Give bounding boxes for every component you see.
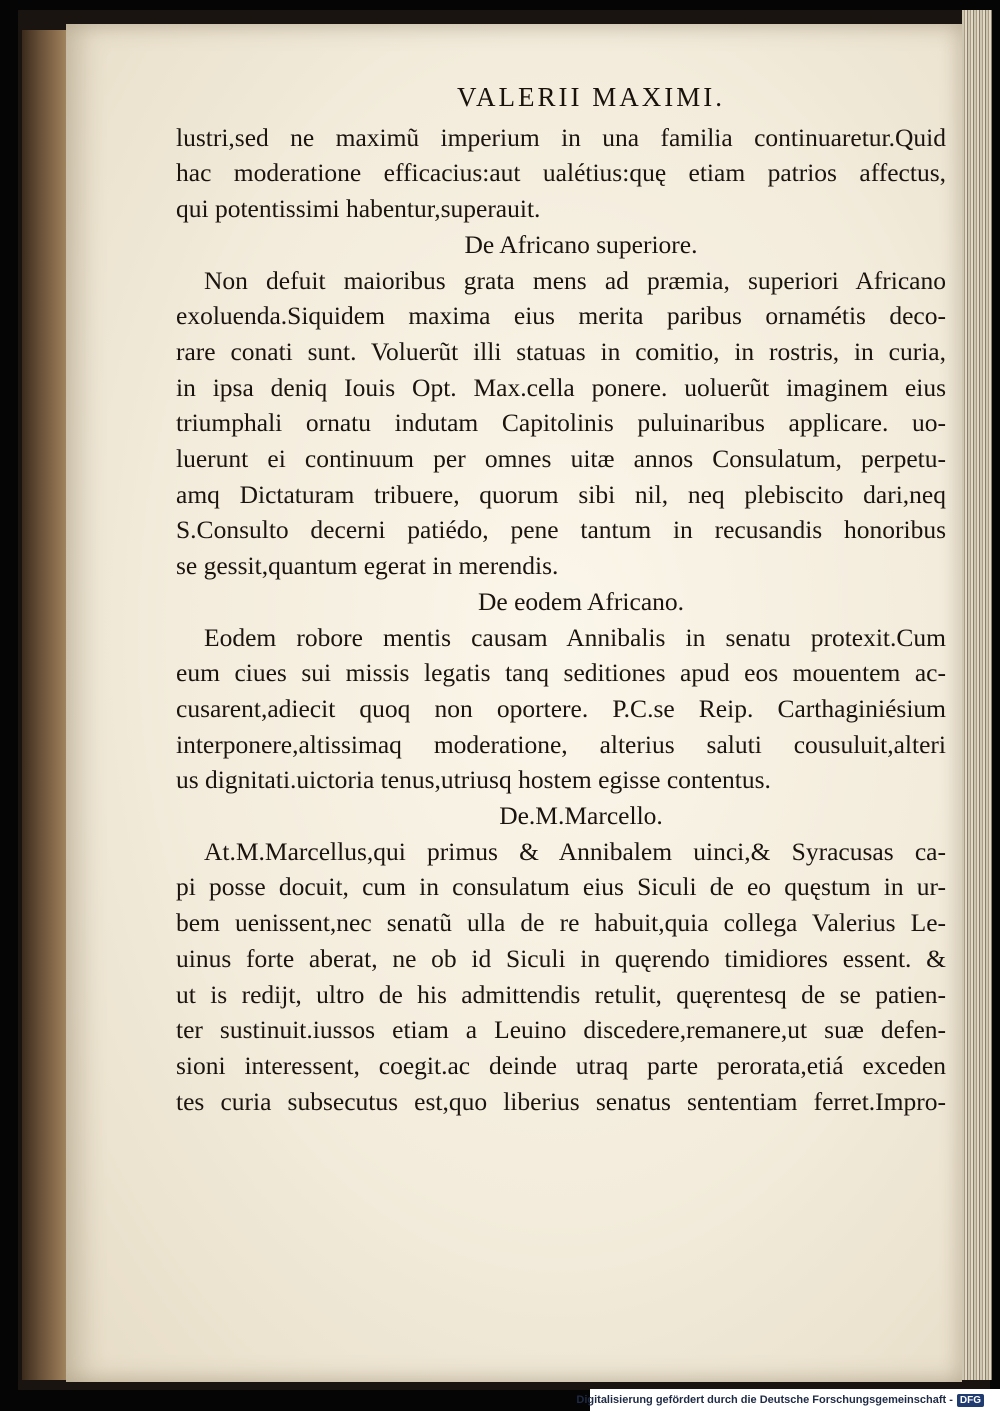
text-line: Eodem robore mentis causam Annibalis in senatu protexit.Cum	[204, 622, 946, 652]
section-title: De eodem Africano.	[477, 586, 685, 616]
section-title: De.M.Marcello.	[499, 801, 663, 831]
text-line: bem uenissent,nec senatũ ulla de re habuit,quia collega Valerius Le-	[176, 908, 946, 938]
text-line: luerunt ei continuum per omnes uitæ annos Consulatum, perpetu-	[176, 444, 946, 474]
text-line: pi posse docuit, cum in consulatum eius Siculi de eo quęstum in ur-	[176, 872, 946, 902]
text-line: hac moderatione efficacius:aut ualétius:quę etiam patrios affectus,	[176, 158, 946, 188]
page-text	[176, 80, 946, 1119]
text-line: ter sustinuit.iussos etiam a Leuino discedere,remanere,ut suæ defen-	[176, 1015, 946, 1045]
text-line: lustri,sed ne maximũ imperium in una familia continuaretur.Quid	[176, 122, 946, 152]
text-line: us dignitati.uictoria tenus,utriusq hostem egisse contentus.	[176, 765, 771, 795]
book-spine	[22, 30, 70, 1380]
footer-bar	[576, 1389, 1000, 1411]
text-line: cusarent,adiecit quoq non oportere. P.C.se Reip. Carthaginiésium	[176, 693, 946, 723]
text-line: sioni interessent, coegit.ac deinde utraq parte perorata,etiá exceden	[176, 1050, 946, 1080]
text-line: At.M.Marcellus,qui primus & Annibalem uinci,& Syracusas ca-	[204, 836, 946, 866]
text-line: uinus forte aberat, ne ob id Siculi in quęrendo timidiores essent. &	[176, 943, 946, 973]
text-line: triumphali ornatu indutam Capitolinis puluinaribus applicare. uo-	[176, 408, 946, 438]
text-line: amq Dictaturam tribuere, quorum sibi nil, neq plebiscito dari,neq	[176, 479, 946, 509]
text-line: ut is redijt, ultro de his admittendis retulit, quęrentesq de se patien-	[176, 979, 946, 1009]
text-line: eum ciues sui missis legatis tanq seditiones apud eos mouentem ac-	[176, 658, 946, 688]
page-edges	[962, 10, 992, 1380]
section-title: De Africano superiore.	[464, 229, 698, 259]
footer-credit: Digitalisierung gefördert durch die Deutsche Forschungsgemeinschaft -	[576, 1394, 953, 1406]
text-line: se gessit,quantum egerat in merendis.	[176, 551, 559, 581]
text-line: Non defuit maioribus grata mens ad præmia, superiori Africano	[204, 265, 946, 295]
text-line: rare conati sunt. Voluerũt illi statuas in comitio, in rostris, in curia,	[176, 336, 946, 366]
dfg-logo-icon: DFG	[957, 1394, 984, 1407]
running-head: VALERII MAXIMI.	[457, 82, 725, 112]
text-line: tes curia subsecutus est,quo liberius senatus sententiam ferret.Impro-	[176, 1086, 946, 1116]
text-line: interponere,altissimaq moderatione, alterius saluti cousuluit,alteri	[176, 729, 946, 759]
text-line: in ipsa deniq Iouis Opt. Max.cella ponere. uoluerũt imaginem eius	[176, 372, 946, 402]
text-line: qui potentissimi habentur,superauit.	[176, 194, 541, 224]
text-line: exoluenda.Siquidem maxima eius merita paribus ornamétis deco-	[176, 301, 946, 331]
text-line: S.Consulto decerni patiédo, pene tantum in recusandis honoribus	[176, 515, 946, 545]
